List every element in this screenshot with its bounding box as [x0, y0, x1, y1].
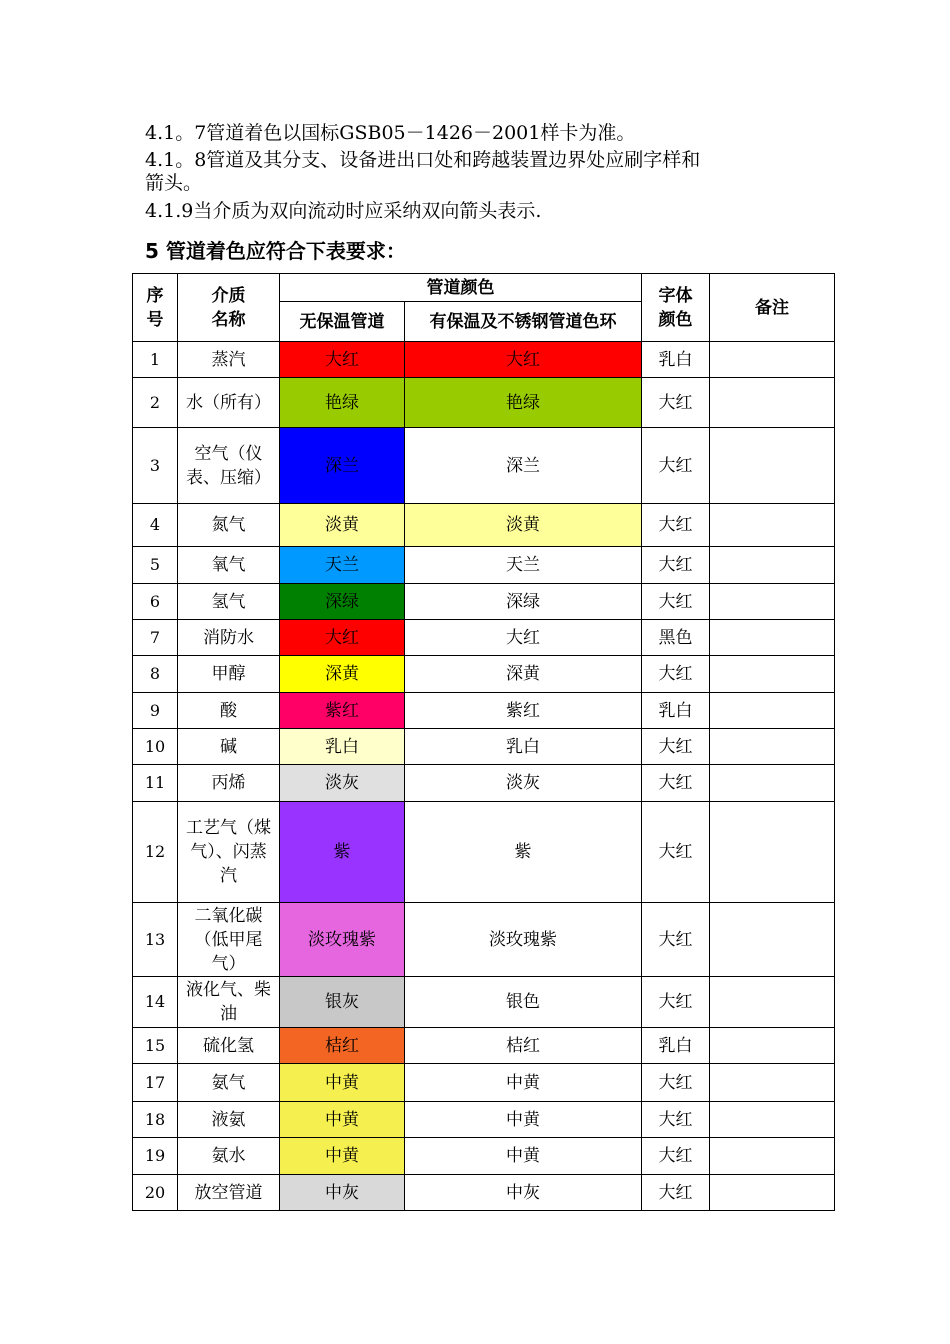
seq-cell: 10 [133, 729, 178, 765]
font-color-cell: 大红 [642, 1175, 710, 1211]
remark-cell [710, 729, 835, 765]
medium-name-cell: 液化气、柴油 [178, 977, 280, 1028]
table-row [133, 903, 835, 977]
insulation-color-cell: 中黄 [405, 1064, 642, 1102]
font-color-cell: 大红 [642, 1102, 710, 1138]
section-heading: 5 管道着色应符合下表要求： [145, 239, 406, 263]
seq-cell: 9 [133, 693, 178, 729]
medium-name-cell: 氮气 [178, 504, 280, 547]
no-insulation-color-cell: 中黄 [280, 1138, 405, 1175]
insulation-color-cell: 紫红 [405, 693, 642, 729]
table-row [133, 504, 835, 547]
insulation-color-cell: 银色 [405, 977, 642, 1028]
no-insulation-color-cell: 紫红 [280, 693, 405, 729]
font-color-cell: 大红 [642, 584, 710, 620]
header-no-insulation: 无保温管道 [280, 302, 405, 342]
paragraph-4-1-7: 4.1。7管道着色以国标GSB05－1426－2001样卡为准。 [145, 122, 636, 144]
table-row [133, 342, 835, 378]
no-insulation-color-cell: 淡玫瑰紫 [280, 903, 405, 977]
table-row [133, 729, 835, 765]
no-insulation-color-cell: 乳白 [280, 729, 405, 765]
medium-name-cell: 消防水 [178, 620, 280, 656]
no-insulation-color-cell: 桔红 [280, 1028, 405, 1064]
insulation-color-cell: 中黄 [405, 1138, 642, 1175]
font-color-cell: 大红 [642, 977, 710, 1028]
seq-cell: 7 [133, 620, 178, 656]
table-row [133, 1064, 835, 1102]
insulation-color-cell: 淡灰 [405, 765, 642, 802]
seq-cell: 19 [133, 1138, 178, 1175]
insulation-color-cell: 淡玫瑰紫 [405, 903, 642, 977]
font-color-cell: 大红 [642, 765, 710, 802]
seq-cell: 3 [133, 428, 178, 504]
insulation-color-cell: 淡黄 [405, 504, 642, 547]
table-row [133, 1102, 835, 1138]
seq-cell: 1 [133, 342, 178, 378]
medium-name-cell: 酸 [178, 693, 280, 729]
medium-name-cell: 甲醇 [178, 656, 280, 693]
table-row [133, 802, 835, 903]
no-insulation-color-cell: 深兰 [280, 428, 405, 504]
header-pipe-color: 管道颜色 [280, 274, 642, 302]
insulation-color-cell: 紫 [405, 802, 642, 903]
remark-cell [710, 584, 835, 620]
insulation-color-cell: 天兰 [405, 547, 642, 584]
remark-cell [710, 977, 835, 1028]
font-color-cell: 大红 [642, 1064, 710, 1102]
insulation-color-cell: 中灰 [405, 1175, 642, 1211]
table-row [133, 693, 835, 729]
table-row [133, 428, 835, 504]
medium-name-cell: 硫化氢 [178, 1028, 280, 1064]
no-insulation-color-cell: 中黄 [280, 1064, 405, 1102]
no-insulation-color-cell: 大红 [280, 342, 405, 378]
seq-cell: 8 [133, 656, 178, 693]
remark-cell [710, 765, 835, 802]
no-insulation-color-cell: 紫 [280, 802, 405, 903]
font-color-cell: 乳白 [642, 1028, 710, 1064]
table-row [133, 1138, 835, 1175]
seq-cell: 15 [133, 1028, 178, 1064]
font-color-cell: 大红 [642, 903, 710, 977]
no-insulation-color-cell: 中灰 [280, 1175, 405, 1211]
medium-name-cell: 液氨 [178, 1102, 280, 1138]
medium-name-cell: 蒸汽 [178, 342, 280, 378]
insulation-color-cell: 深兰 [405, 428, 642, 504]
insulation-color-cell: 深绿 [405, 584, 642, 620]
remark-cell [710, 504, 835, 547]
pipe-color-table [132, 273, 835, 1211]
table-row [133, 620, 835, 656]
no-insulation-color-cell: 淡灰 [280, 765, 405, 802]
medium-name-cell: 丙烯 [178, 765, 280, 802]
remark-cell [710, 378, 835, 428]
font-color-cell: 大红 [642, 428, 710, 504]
insulation-color-cell: 大红 [405, 342, 642, 378]
font-color-cell: 大红 [642, 729, 710, 765]
insulation-color-cell: 乳白 [405, 729, 642, 765]
medium-name-cell: 氧气 [178, 547, 280, 584]
font-color-cell: 大红 [642, 1138, 710, 1175]
header-insulation: 有保温及不锈钢管道色环 [405, 302, 642, 342]
paragraph-4-1-8: 4.1。8管道及其分支、设备进出口处和跨越装置边界处应刷字样和 [145, 149, 701, 171]
seq-cell: 12 [133, 802, 178, 903]
medium-name-cell: 空气（仪表、压缩） [178, 428, 280, 504]
medium-name-cell: 放空管道 [178, 1175, 280, 1211]
paragraph-4-1-8-cont: 箭头。 [145, 172, 203, 194]
medium-name-cell: 氨水 [178, 1138, 280, 1175]
seq-cell: 2 [133, 378, 178, 428]
insulation-color-cell: 艳绿 [405, 378, 642, 428]
medium-name-cell: 氨气 [178, 1064, 280, 1102]
seq-cell: 14 [133, 977, 178, 1028]
font-color-cell: 黑色 [642, 620, 710, 656]
remark-cell [710, 342, 835, 378]
table-row [133, 765, 835, 802]
insulation-color-cell: 深黄 [405, 656, 642, 693]
header-seq: 序 号 [133, 274, 178, 342]
remark-cell [710, 1175, 835, 1211]
remark-cell [710, 1064, 835, 1102]
medium-name-cell: 工艺气（煤气）、闪蒸汽 [178, 802, 280, 903]
table-row [133, 1028, 835, 1064]
remark-cell [710, 547, 835, 584]
seq-cell: 6 [133, 584, 178, 620]
medium-name-cell: 水（所有） [178, 378, 280, 428]
table-row [133, 1175, 835, 1211]
font-color-cell: 大红 [642, 802, 710, 903]
header-medium: 介质 名称 [178, 274, 280, 342]
seq-cell: 13 [133, 903, 178, 977]
table-row [133, 584, 835, 620]
font-color-cell: 乳白 [642, 342, 710, 378]
remark-cell [710, 620, 835, 656]
seq-cell: 20 [133, 1175, 178, 1211]
font-color-cell: 大红 [642, 656, 710, 693]
medium-name-cell: 碱 [178, 729, 280, 765]
table-body [133, 342, 835, 1211]
insulation-color-cell: 中黄 [405, 1102, 642, 1138]
header-remark: 备注 [710, 274, 835, 342]
no-insulation-color-cell: 深绿 [280, 584, 405, 620]
medium-name-cell: 氢气 [178, 584, 280, 620]
paragraph-4-1-9: 4.1.9当介质为双向流动时应采纳双向箭头表示. [145, 200, 542, 222]
no-insulation-color-cell: 天兰 [280, 547, 405, 584]
remark-cell [710, 1138, 835, 1175]
no-insulation-color-cell: 大红 [280, 620, 405, 656]
header-font-color: 字体 颜色 [642, 274, 710, 342]
remark-cell [710, 428, 835, 504]
remark-cell [710, 1102, 835, 1138]
table-row [133, 547, 835, 584]
font-color-cell: 大红 [642, 378, 710, 428]
font-color-cell: 乳白 [642, 693, 710, 729]
font-color-cell: 大红 [642, 547, 710, 584]
seq-cell: 5 [133, 547, 178, 584]
no-insulation-color-cell: 艳绿 [280, 378, 405, 428]
no-insulation-color-cell: 深黄 [280, 656, 405, 693]
seq-cell: 4 [133, 504, 178, 547]
seq-cell: 17 [133, 1064, 178, 1102]
seq-cell: 18 [133, 1102, 178, 1138]
insulation-color-cell: 桔红 [405, 1028, 642, 1064]
remark-cell [710, 656, 835, 693]
table-row [133, 656, 835, 693]
remark-cell [710, 802, 835, 903]
table-row [133, 378, 835, 428]
seq-cell: 11 [133, 765, 178, 802]
font-color-cell: 大红 [642, 504, 710, 547]
remark-cell [710, 903, 835, 977]
no-insulation-color-cell: 中黄 [280, 1102, 405, 1138]
remark-cell [710, 1028, 835, 1064]
no-insulation-color-cell: 银灰 [280, 977, 405, 1028]
remark-cell [710, 693, 835, 729]
no-insulation-color-cell: 淡黄 [280, 504, 405, 547]
medium-name-cell: 二氧化碳（低甲尾气） [178, 903, 280, 977]
insulation-color-cell: 大红 [405, 620, 642, 656]
table-row [133, 977, 835, 1028]
